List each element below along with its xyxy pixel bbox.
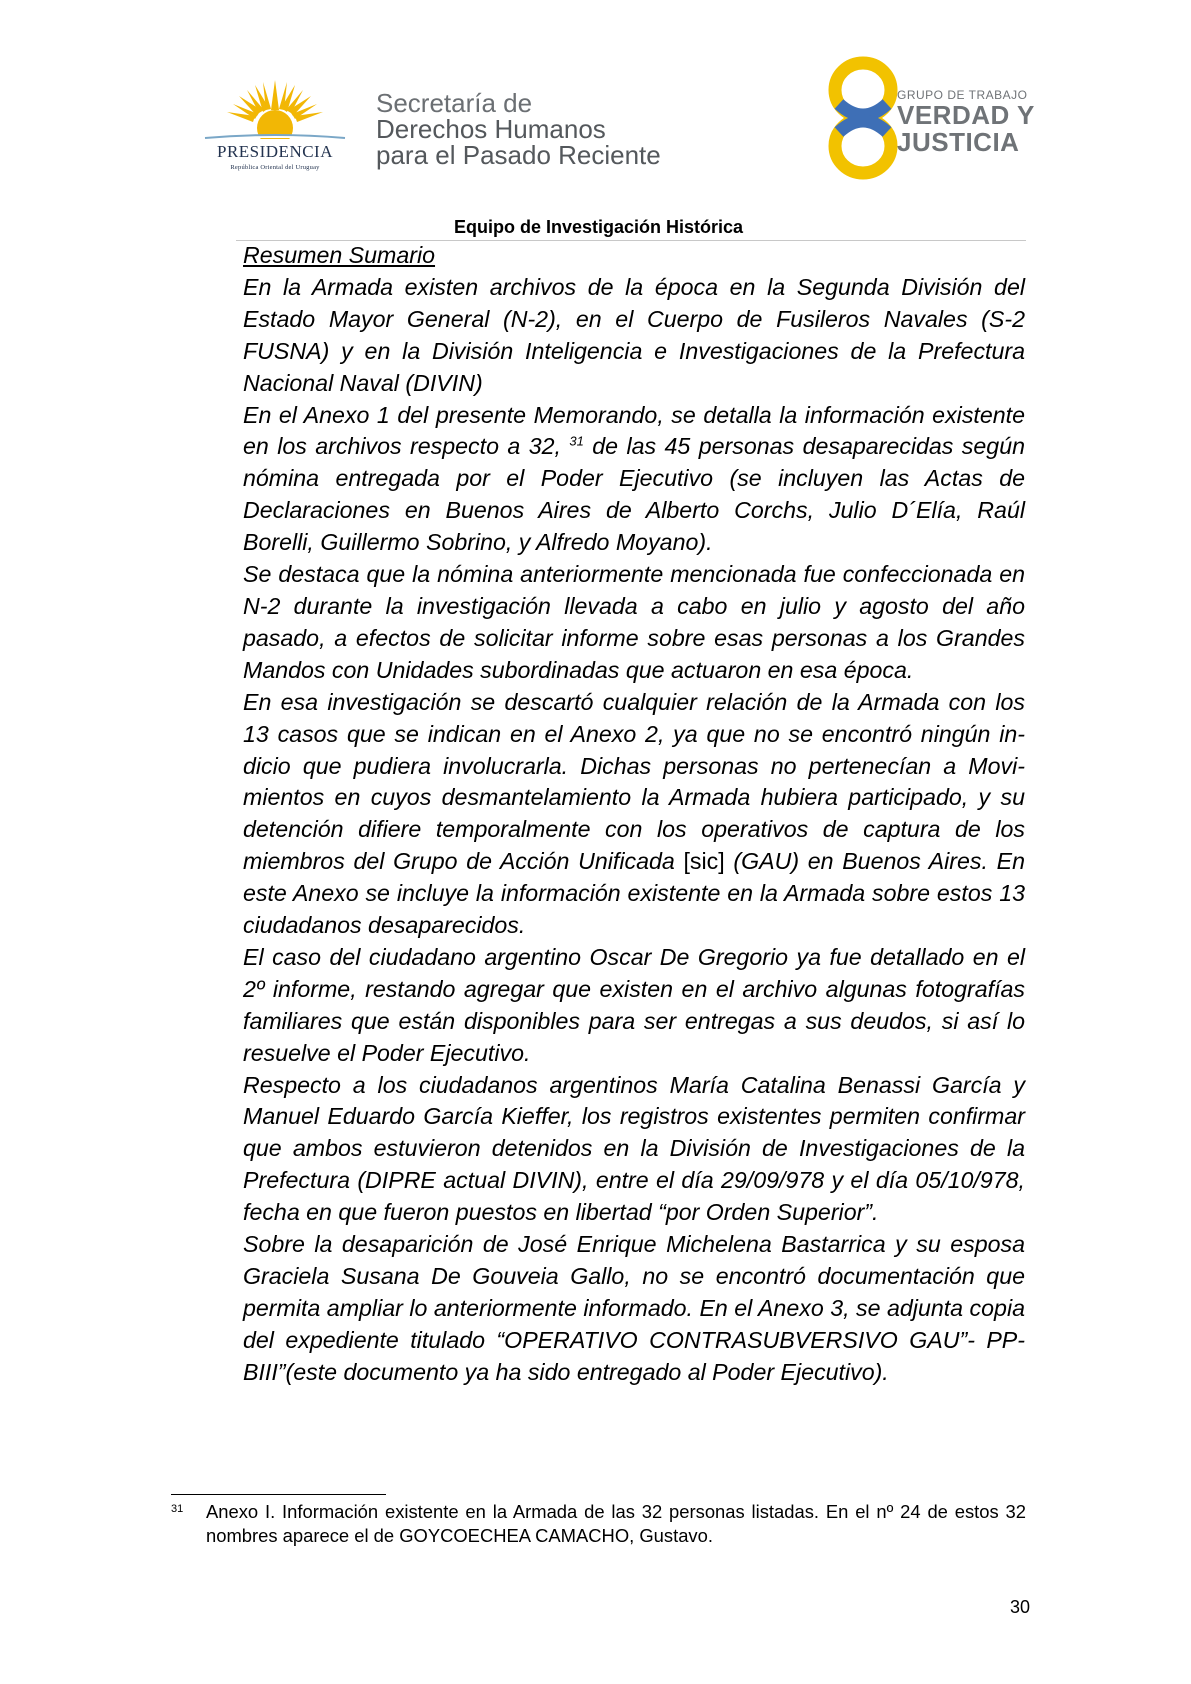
secretaria-line-3: para el Pasado Reciente bbox=[376, 140, 661, 170]
section-title: Resumen Sumario bbox=[243, 242, 436, 268]
paragraph-3: Se destaca que la nómina anteriormente mencionada fue confeccionada en N-2 durante la investigación llevada a cabo en julio y agosto del año pasado, a efectos de solicitar informe sobre esas personas a los Grandes Mandos con Unidades subordinadas que actuaron en esa época. bbox=[243, 561, 1025, 683]
paragraph-5: El caso del ciudadano argentino Oscar De Gregorio ya fue detallado en el 2º informe, restando agregar que existen en el archivo algunas fotografías familiares que están disponibles para ser entregas a sus deudos, si así lo resuelve el Poder Ejecutivo. bbox=[243, 943, 1025, 1066]
footnote bbox=[171, 1500, 1026, 1548]
sic-marker: [sic] bbox=[683, 848, 725, 875]
secretaria-line-1: Secretaría de bbox=[376, 88, 533, 118]
grupo-trabajo-label: GRUPO DE TRABAJO bbox=[897, 88, 1028, 102]
footnote-text: Anexo I. Información existente en la Armada de las 32 personas listadas. En el nº 24 de estos 32 nombres aparece el de GOYCOECHEA CAMACHO, Gustavo. bbox=[206, 1501, 1026, 1546]
paragraph-7: Sobre la desaparición de José Enrique Michelena Bastarrica y su esposa Graciela Susana De Gouveia Gallo, no se encontró documentación que permita ampliar lo anteriormente informado. En el Anexo 3, se adjunta copia del expediente titulado “OPERATIVO CONTRASUBVERSIVO GAU”- PP-BIII”(este documento ya ha sido entregado al Poder Ejecutivo). bbox=[243, 1231, 1025, 1385]
paragraph-6: Respecto a los ciudadanos argentinos María Catalina Benassi García y Manuel Eduardo García Kieffer, los registros existentes permiten confirmar que ambos estuvieron detenidos en la División de Investigaciones de la Prefectura (DIPRE actual DIVIN), entre el día 29/09/978 y el día 05/10/978, fecha en que fueron puestos en libertad “por Orden Superior”. bbox=[243, 1071, 1025, 1226]
equipo-title-text: Equipo de Investigación Histórica bbox=[453, 217, 744, 237]
paragraph-2-part-b: de las 45 personas desaparecidas según nómina entregada por el Poder Ejecutivo (se incluyen las Actas de Declaraciones en Buenos Aires de Alberto Corchs, Julio D´Elía, Raúl Borelli, Guillermo Sobrino, y Alfredo Moyano). bbox=[243, 433, 1025, 556]
verdad-justicia-text bbox=[897, 88, 1037, 156]
page-header bbox=[0, 0, 1191, 250]
presidencia-logo bbox=[195, 80, 355, 180]
footnote-divider bbox=[171, 1494, 386, 1495]
paragraph-4-part-b: (GAU) en Buenos Aires. En este Anexo se incluye la información existente en la Armada sobre estos 13 ciudadanos desaparecidos. bbox=[243, 848, 1025, 939]
footnote-reference: 31 bbox=[569, 433, 584, 449]
presidencia-label: PRESIDENCIA bbox=[216, 142, 333, 161]
verdad-label: VERDAD Y bbox=[897, 100, 1035, 130]
paragraph-4-part-a: En esa investigación se descartó cualquier relación de la Armada con los 13 casos que se indican en el Anexo 2, ya que no se encontró ningún indicio que pudiera involucrarla. Dichas personas no pertenecían a Movimientos en cuyos desmantelamiento la Armada hubiera participado, y su detención difiere temporalmente con los operativos de captura de los miembros del Grupo de Acción Unificada bbox=[243, 688, 1025, 875]
paragraph-2 bbox=[243, 400, 1025, 560]
paragraph-1: En la Armada existen archivos de la época en la Segunda División del Estado Mayor General (N-2), en el Cuerpo de Fusileros Navales (S-2 FUSNA) y en la División Inteligencia e Investigaciones de la Prefectura Nacional Naval (DIVIN) bbox=[243, 273, 1025, 396]
document-body bbox=[243, 240, 1025, 1389]
secretaria-line-2: Derechos Humanos bbox=[376, 114, 606, 144]
paragraph-2-part-a: En el Anexo 1 del presente Memorando, se detalla la información existente en los archivos respecto a 32, bbox=[243, 401, 1025, 460]
secretaria-logo-text bbox=[376, 90, 706, 168]
presidencia-sub-label: República Oriental del Uruguay bbox=[230, 164, 320, 171]
footnote-number: 31 bbox=[171, 1503, 184, 1515]
sun-emblem-icon bbox=[195, 80, 355, 150]
paragraph-4 bbox=[243, 687, 1025, 942]
justicia-label: JUSTICIA bbox=[897, 127, 1020, 157]
page-number: 30 bbox=[1009, 1597, 1030, 1617]
equipo-title bbox=[0, 217, 1191, 238]
